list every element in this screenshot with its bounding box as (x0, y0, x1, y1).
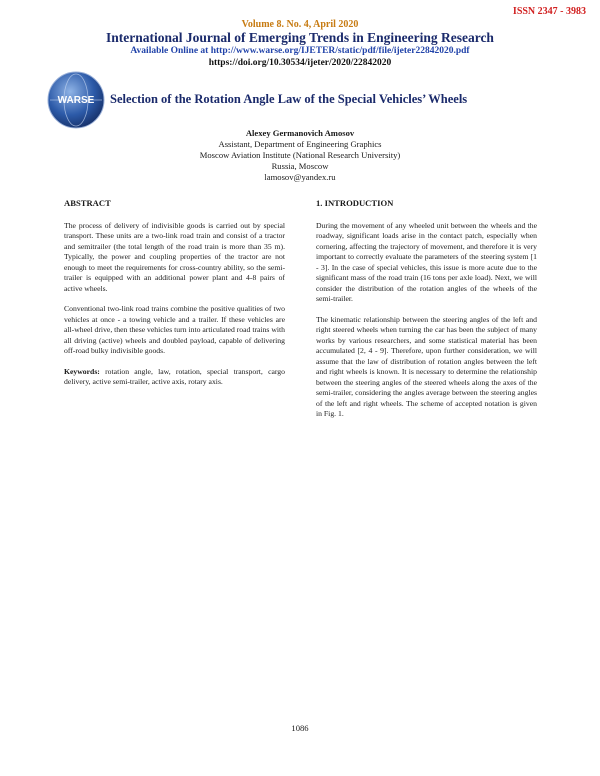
author-affiliation-3: Russia, Moscow (271, 161, 329, 171)
keywords-label: Keywords: (64, 366, 100, 376)
introduction-paragraph-2: The kinematic relationship between the steering angles of the left and right steered wheels when turning the car has been the subject of many works by various researchers, and some statistical material has been accumulated [2, 4 - 9]. Therefore, upon further consideration, we will assume that the law of distribution of rotation angles between the left and right wheels is known. It is necessary to determine the relationship between the steering angles of the steered wheels along the axes of the semi-trailer, considering the angles average between the steering angles of the left and right wheels. The scheme of accepted notation is given in Fig. 1. (316, 314, 537, 418)
author-block (0, 128, 600, 183)
page-number: 1086 (291, 723, 309, 733)
introduction-heading: 1. INTRODUCTION (316, 198, 394, 208)
left-column (64, 198, 285, 398)
author-email: lamosov@yandex.ru (264, 172, 336, 182)
abstract-paragraph-2: Conventional two-link road trains combine the positive qualities of two vehicles at once - a towing vehicle and a trailer. If these vehicles are all-wheel drive, then these vehicles turn into articulated road trains with all driving (active) wheels and doubled payload, capable of delivering off-road bulky indivisible goods. (64, 304, 285, 355)
journal-title: International Journal of Emerging Trends in Engineering Research (106, 30, 494, 45)
available-online-link[interactable]: Available Online at http://www.warse.org/IJETER/static/pdf/file/ijeter22842020.pdf (130, 46, 470, 56)
keywords-paragraph (64, 367, 285, 388)
introduction-paragraph-1: During the movement of any wheeled unit between the wheels and the roadway, significant loads arise in the contact patch, especially when cornering, affecting the trajectory of movement, and therefore it is very important to correctly evaluate the parameters of the steering system [1 - 3]. In the case of special vehicles, this issue is more acute due to the significant mass of the road train (16 tons per axle load). Next, we will consider the distribution of the rotation angles of the wheels of the semi-trailer. (316, 220, 537, 303)
article-title: Selection of the Rotation Angle Law of the Special Vehicles’ Wheels (110, 92, 468, 106)
abstract-heading: ABSTRACT (64, 198, 111, 208)
author-affiliation-2: Moscow Aviation Institute (National Research University) (199, 150, 401, 160)
logo-text: WARSE (57, 95, 95, 106)
right-column (316, 198, 537, 430)
doi-link[interactable]: https://doi.org/10.30534/ijeter/2020/22842020 (208, 58, 392, 68)
volume-info: Volume 8. No. 4, April 2020 (241, 19, 359, 30)
author-name: Alexey Germanovich Amosov (245, 128, 355, 138)
keywords-text: rotation angle, law, rotation, special transport, cargo delivery, active semi-trailer, active axis, rotary axis. (64, 366, 285, 386)
warse-logo (46, 70, 106, 130)
abstract-paragraph-1: The process of delivery of indivisible goods is carried out by special transport. These units are a two-link road train and consist of a tractor and semitrailer (the total length of the road train is more than 35 m). Typically, the power and coupling properties of the tractor are not enough to meet the requirements for cross-country ability, so the semi-trailer is equipped with an additional power plant and 4-8 pairs of active wheels. (64, 220, 285, 293)
author-affiliation-1: Assistant, Department of Engineering Graphics (218, 139, 382, 149)
issn-label: ISSN 2347 - 3983 (512, 6, 586, 17)
